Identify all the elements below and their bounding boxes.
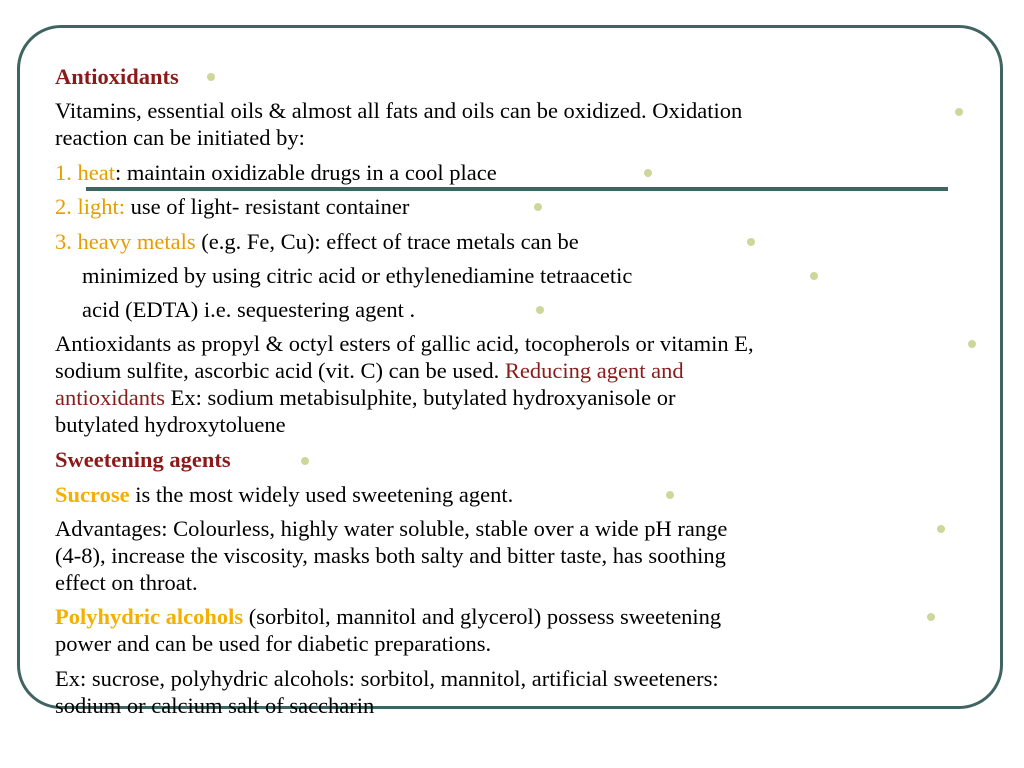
horizontal-rule xyxy=(86,187,948,191)
item-heavy-metals-line2: minimized by using citric acid or ethylenediamine tetraacetic xyxy=(82,263,633,288)
item-heavy-metals: 3. heavy metals (e.g. Fe, Cu): effect of trace metals can be xyxy=(55,229,579,254)
sucrose-line: Sucrose is the most widely used sweetening agent. xyxy=(55,482,514,507)
bullet-dot-icon xyxy=(207,73,215,81)
item-heat: 1. heat: maintain oxidizable drugs in a cool place xyxy=(55,160,497,185)
bullet-dot-icon xyxy=(937,525,945,533)
polyhydric-line1: Polyhydric alcohols (sorbitol, mannitol and glycerol) possess sweetening xyxy=(55,604,722,629)
oxidation-intro-cont: reaction can be initiated by: xyxy=(55,125,305,150)
bullet-dot-icon xyxy=(927,613,935,621)
heading-sweetening-agents: Sweetening agents xyxy=(55,447,231,472)
advantages-line2: (4-8), increase the viscosity, masks both salty and bitter taste, has soothing xyxy=(55,543,726,568)
bullet-dot-icon xyxy=(534,203,542,211)
bullet-dot-icon xyxy=(536,306,544,314)
polyhydric-line2: power and can be used for diabetic preparations. xyxy=(55,631,492,656)
advantages-line1: Advantages: Colourless, highly water soluble, stable over a wide pH range xyxy=(55,516,728,541)
antioxidants-para-line4: butylated hydroxytoluene xyxy=(55,412,286,437)
examples-line1: Ex: sucrose, polyhydric alcohols: sorbitol, mannitol, artificial sweeteners: xyxy=(55,666,719,691)
oxidation-intro: Vitamins, essential oils & almost all fats and oils can be oxidized. Oxidation xyxy=(55,98,743,123)
examples-line2: sodium or calcium salt of saccharin xyxy=(55,693,375,718)
bullet-dot-icon xyxy=(747,238,755,246)
antioxidants-para-line2: sodium sulfite, ascorbic acid (vit. C) can be used. Reducing agent and xyxy=(55,358,684,383)
bullet-dot-icon xyxy=(644,169,652,177)
bullet-dot-icon xyxy=(301,457,309,465)
advantages-line3: effect on throat. xyxy=(55,570,198,595)
bullet-dot-icon xyxy=(810,272,818,280)
item-light: 2. light: use of light- resistant container xyxy=(55,194,410,219)
item-heavy-metals-line3: acid (EDTA) i.e. sequestering agent . xyxy=(82,297,416,322)
antioxidants-para-line1: Antioxidants as propyl & octyl esters of gallic acid, tocopherols or vitamin E, xyxy=(55,331,754,356)
antioxidants-para-line3: antioxidants Ex: sodium metabisulphite, butylated hydroxyanisole or xyxy=(55,385,676,410)
heading-antioxidants: Antioxidants xyxy=(55,63,215,90)
bullet-dot-icon xyxy=(955,108,963,116)
bullet-dot-icon xyxy=(968,340,976,348)
bullet-dot-icon xyxy=(666,491,674,499)
